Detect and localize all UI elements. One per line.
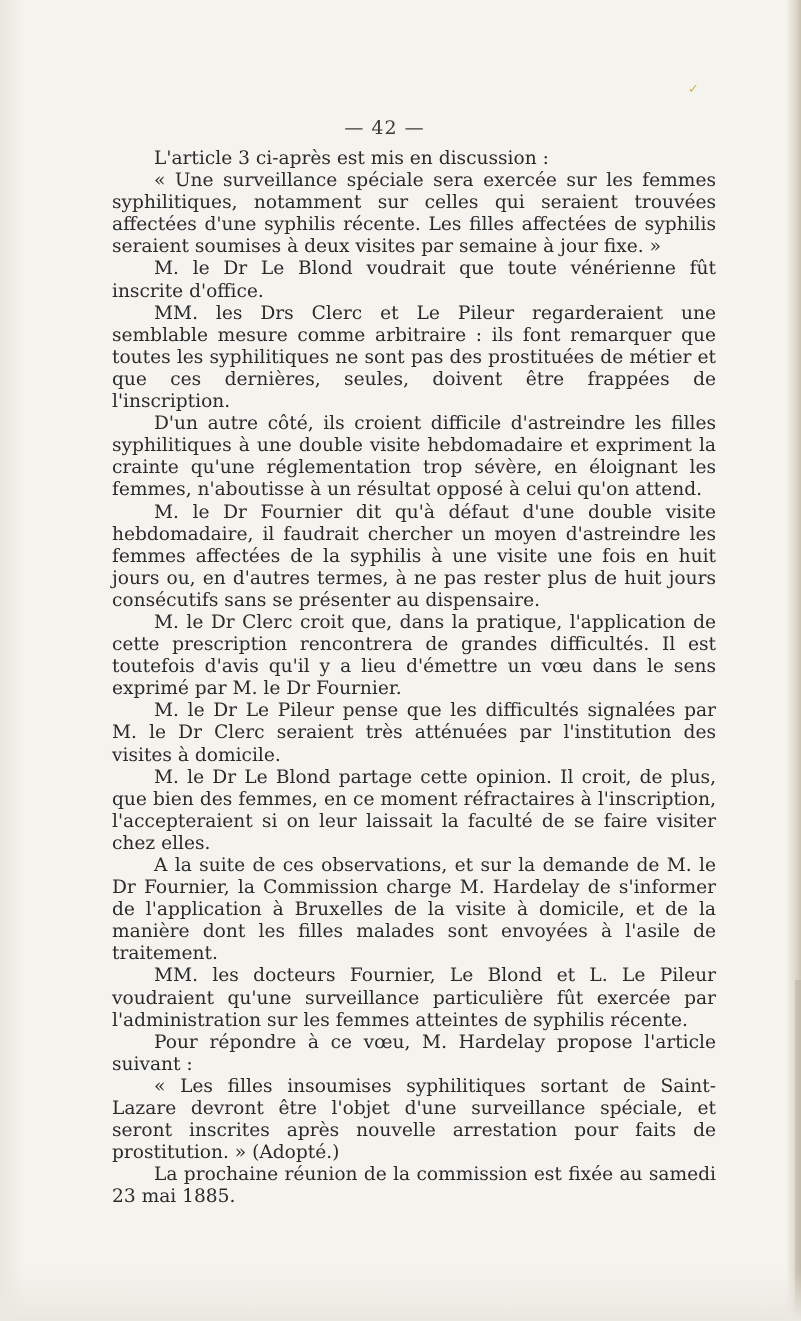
paragraph: MM. les docteurs Fournier, Le Blond et L. Le Pileur voudraient qu'une surveillance particulière fût exercée par l'administration sur les femmes atteintes de syphilis récente.: [112, 965, 716, 1031]
corner-check-mark: ✓: [688, 82, 699, 97]
paragraph: M. le Dr Fournier dit qu'à défaut d'une double visite hebdomadaire, il faudrait chercher un moyen d'astreindre les femmes affectées de la syphilis à une visite une fois en huit jours ou, en d'autres termes, à ne pas rester plus de huit jours consécutifs sans se présenter au dispensaire.: [112, 501, 716, 611]
left-page-edge: [0, 0, 24, 1321]
paragraph: M. le Dr Le Blond voudrait que toute vénérienne fût inscrite d'office.: [112, 258, 716, 302]
page-number: — 42 —: [344, 117, 425, 139]
body-text: [112, 148, 716, 1209]
paragraph: Pour répondre à ce vœu, M. Hardelay propose l'article suivant :: [112, 1031, 716, 1075]
paragraph: La prochaine réunion de la commission est fixée au samedi 23 mai 1885.: [112, 1164, 716, 1208]
bottom-shadow: [0, 1269, 801, 1321]
paragraph: A la suite de ces observations, et sur la demande de M. le Dr Fournier, la Commission charge M. Hardelay de s'informer de l'application à Bruxelles de la visite à domicile, et de la manière dont les filles malades sont envoyées à l'asile de traitement.: [112, 855, 716, 965]
paragraph: M. le Dr Clerc croit que, dans la pratique, l'application de cette prescription rencontrera de grandes difficultés. Il est toutefois d'avis qu'il y a lieu d'émettre un vœu dans le sens exprimé par M. le Dr Fournier.: [112, 611, 716, 700]
paragraph: MM. les Drs Clerc et Le Pileur regarderaient une semblable mesure comme arbitraire : ils font remarquer que toutes les syphilitiques ne sont pas des prostituées de métier et que ces dernières, seules, doivent être frappées de l'inscription.: [112, 302, 716, 413]
paragraph: « Les filles insoumises syphilitiques sortant de Saint-Lazare devront être l'objet d'une surveillance spéciale, et seront inscrites après nouvelle arrestation pour faits de prostitution. » (Adopté.): [112, 1075, 716, 1164]
paragraph: D'un autre côté, ils croient difficile d'astreindre les filles syphilitiques à une double visite hebdomadaire et expriment la crainte qu'une réglementation trop sévère, en éloignant les femmes, n'aboutisse à un résultat opposé à celui qu'on attend.: [112, 413, 716, 501]
paragraph: M. le Dr Le Pileur pense que les difficultés signalées par M. le Dr Clerc seraient très atténuées par l'institution des visites à domicile.: [112, 700, 716, 766]
paragraph: M. le Dr Le Blond partage cette opinion. Il croit, de plus, que bien des femmes, en ce moment réfractaires à l'inscription, l'accepteraient si on leur laissait la faculté de se faire visiter chez elles.: [112, 766, 716, 854]
paragraph: « Une surveillance spéciale sera exercée sur les femmes syphilitiques, notamment sur celles qui seraient trouvées affectées d'une syphilis récente. Les filles affectées de syphilis seraient soumises à deux visites par semaine à jour fixe. »: [112, 170, 716, 258]
paragraph: L'article 3 ci-après est mis en discussion :: [154, 148, 549, 169]
right-page-edge: [787, 0, 801, 1321]
